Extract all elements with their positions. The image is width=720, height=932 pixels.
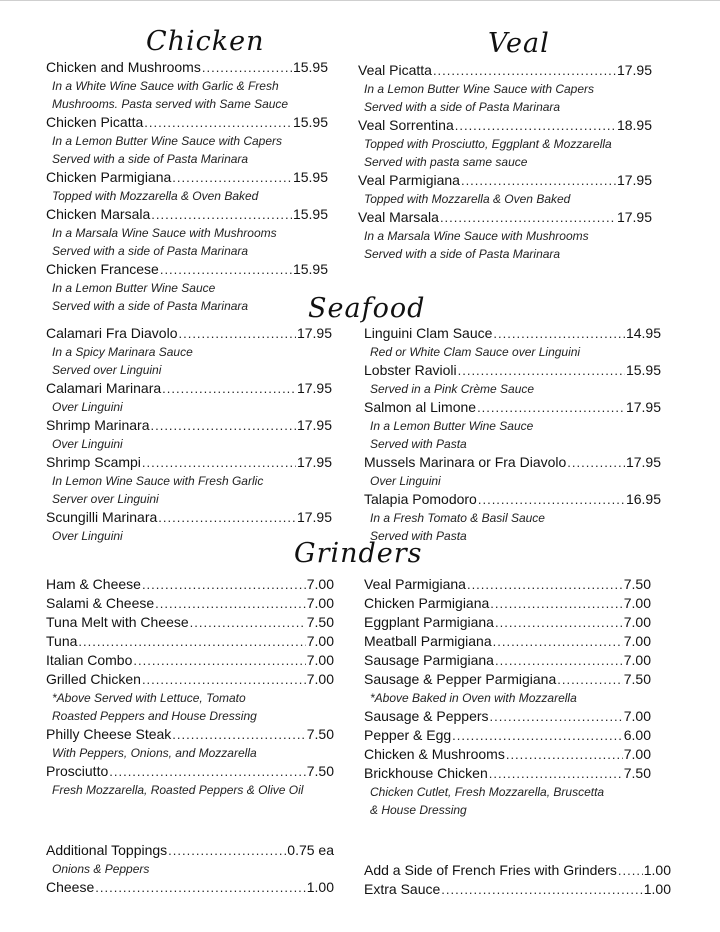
item-name: Prosciutto [46, 763, 109, 779]
menu-item [46, 113, 328, 168]
menu-item [358, 116, 652, 171]
item-price: 7.00 [623, 595, 651, 611]
item-price: 17.95 [616, 209, 652, 225]
dot-leader [452, 726, 623, 745]
menu-item-line [46, 113, 328, 132]
menu-item-line [364, 575, 651, 594]
item-price: 7.50 [306, 726, 334, 742]
item-price: 1.00 [643, 881, 671, 897]
item-description: Red or White Clam Sauce over Linguini [370, 345, 581, 359]
menu-item-line [46, 725, 334, 744]
item-description: Served with Pasta [370, 437, 467, 451]
item-price: 15.95 [292, 261, 328, 277]
item-price: 7.50 [306, 614, 334, 630]
menu-item [46, 878, 334, 897]
menu-item-line [46, 878, 334, 897]
menu-item-line [46, 594, 334, 613]
item-description: In a Marsala Wine Sauce with Mushrooms [52, 226, 277, 240]
dot-leader [493, 324, 625, 343]
item-name: Sausage & Peppers [364, 708, 489, 724]
dot-leader [178, 324, 295, 343]
item-description: In a Lemon Butter Wine Sauce [370, 419, 534, 433]
dot-leader [172, 168, 292, 187]
grinders-heading: Grinders [294, 538, 423, 569]
menu-item [364, 490, 661, 545]
item-price: 17.95 [296, 454, 332, 470]
item-price: 17.95 [296, 417, 332, 433]
menu-item-line [364, 651, 651, 670]
dot-leader [467, 575, 623, 594]
dot-leader [95, 878, 305, 897]
item-price: 7.00 [623, 652, 651, 668]
dot-leader [461, 171, 616, 190]
dot-leader [109, 762, 306, 781]
item-price: 17.95 [296, 380, 332, 396]
item-description: Topped with Mozzarella & Oven Baked [364, 192, 571, 206]
item-name: Tuna Melt with Cheese [46, 614, 189, 630]
item-price: 17.95 [625, 399, 661, 415]
menu-item [46, 762, 334, 799]
menu-item [358, 171, 652, 208]
menu-item [364, 575, 651, 594]
item-price: 17.95 [296, 325, 332, 341]
dot-leader [144, 113, 292, 132]
dot-leader [458, 361, 625, 380]
menu-item [364, 670, 651, 707]
item-name: Eggplant Parmigiana [364, 614, 494, 630]
menu-item [364, 324, 661, 361]
item-price: 7.00 [623, 614, 651, 630]
item-description: Roasted Peppers and House Dressing [52, 709, 257, 723]
item-description: Chicken Cutlet, Fresh Mozzarella, Bruscetta [370, 785, 605, 799]
menu-item [46, 205, 328, 260]
item-description: Over Linguini [52, 437, 123, 451]
item-name: Grilled Chicken [46, 671, 141, 687]
item-price: 18.95 [616, 117, 652, 133]
seafood-left-list [46, 324, 332, 545]
menu-item [364, 453, 661, 490]
menu-item-line [364, 613, 651, 632]
item-description: *Above Served with Lettuce, Tomato [52, 691, 246, 705]
menu-item [46, 260, 328, 315]
item-name: Scungilli Marinara [46, 509, 158, 525]
menu-item-line [358, 61, 652, 80]
item-price: 7.00 [306, 633, 334, 649]
item-description: Over Linguini [370, 474, 441, 488]
grinders-left-list [46, 575, 334, 799]
dot-leader [172, 725, 305, 744]
item-name: Veal Parmigiana [364, 576, 466, 592]
item-price: 7.00 [306, 671, 334, 687]
dot-leader [168, 841, 286, 860]
item-name: Chicken Francese [46, 261, 159, 277]
menu-item-line [46, 632, 334, 651]
dot-leader [142, 575, 306, 594]
item-description: In a Marsala Wine Sauce with Mushrooms [364, 229, 589, 243]
extras-left-list [46, 841, 334, 897]
item-description: Onions & Peppers [52, 862, 150, 876]
menu-item [364, 745, 651, 764]
item-price: 15.95 [292, 169, 328, 185]
item-description: With Peppers, Onions, and Mozzarella [52, 746, 257, 760]
item-description: Served with pasta same sauce [364, 155, 528, 169]
item-description: Served with a side of Pasta Marinara [52, 244, 249, 258]
menu-item [364, 880, 671, 899]
menu-item [46, 168, 328, 205]
item-name: Chicken Parmigiana [364, 595, 490, 611]
menu-item-line [46, 58, 328, 77]
menu-item [364, 861, 671, 880]
item-price: 6.00 [623, 727, 651, 743]
item-price: 15.95 [625, 362, 661, 378]
menu-item [46, 651, 334, 670]
item-name: Veal Sorrentina [358, 117, 454, 133]
menu-item [364, 726, 651, 745]
dot-leader [133, 651, 305, 670]
menu-item [46, 613, 334, 632]
item-description: Served in a Pink Crème Sauce [370, 382, 535, 396]
dot-leader [160, 260, 292, 279]
item-price: 17.95 [616, 62, 652, 78]
chicken-list [46, 58, 328, 315]
dot-leader [441, 880, 642, 899]
menu-item [46, 841, 334, 878]
item-name: Chicken Parmigiana [46, 169, 172, 185]
item-name: Shrimp Marinara [46, 417, 150, 433]
menu-item-line [358, 171, 652, 190]
item-description: Topped with Mozzarella & Oven Baked [52, 189, 259, 203]
menu-item-line [364, 670, 651, 689]
menu-item [46, 670, 334, 725]
item-name: Mussels Marinara or Fra Diavolo [364, 454, 567, 470]
menu-item-line [364, 361, 661, 380]
menu-item-line [364, 398, 661, 417]
item-price: 7.00 [623, 746, 651, 762]
menu-item-line [364, 594, 651, 613]
menu-item-line [364, 726, 651, 745]
menu-item-line [46, 324, 332, 343]
item-price: 7.50 [306, 763, 334, 779]
item-price: 15.95 [292, 59, 328, 75]
menu-item-line [46, 168, 328, 187]
menu-item-line [46, 508, 332, 527]
menu-item-line [46, 841, 334, 860]
menu-item [46, 632, 334, 651]
item-description: Over Linguini [52, 529, 123, 543]
menu-item [46, 58, 328, 113]
item-name: Shrimp Scampi [46, 454, 141, 470]
menu-item [364, 594, 651, 613]
dot-leader [567, 453, 625, 472]
dot-leader [477, 398, 625, 417]
item-price: 1.00 [306, 879, 334, 895]
item-price: 7.00 [306, 576, 334, 592]
dot-leader [433, 61, 616, 80]
item-description: Fresh Mozzarella, Roasted Peppers & Olive Oil [52, 783, 304, 797]
item-price: 17.95 [296, 509, 332, 525]
menu-item-line [364, 745, 651, 764]
menu-item [364, 632, 651, 651]
item-description: Over Linguini [52, 400, 123, 414]
item-price: 0.75 ea [287, 842, 334, 858]
item-price: 16.95 [625, 491, 661, 507]
item-price: 17.95 [616, 172, 652, 188]
menu-item [46, 725, 334, 762]
menu-item [364, 398, 661, 453]
dot-leader [493, 632, 623, 651]
item-name: Italian Combo [46, 652, 133, 668]
item-description: Served over Linguini [52, 363, 162, 377]
item-description: In a Lemon Butter Wine Sauce with Capers [364, 82, 595, 96]
menu-item [364, 707, 651, 726]
item-price: 14.95 [625, 325, 661, 341]
item-name: Cheese [46, 879, 95, 895]
veal-list [358, 61, 652, 263]
dot-leader [557, 670, 623, 689]
item-name: Chicken Picatta [46, 114, 144, 130]
dot-leader [190, 613, 306, 632]
seafood-heading: Seafood [308, 293, 426, 324]
dot-leader [495, 613, 623, 632]
menu-item-line [358, 208, 652, 227]
menu-item [358, 208, 652, 263]
menu-item [46, 324, 332, 379]
item-name: Calamari Marinara [46, 380, 162, 396]
menu-item-line [364, 490, 661, 509]
item-description: In Lemon Wine Sauce with Fresh Garlic [52, 474, 264, 488]
top-border [0, 0, 720, 1]
item-description: Mushrooms. Pasta served with Same Sauce [52, 97, 289, 111]
dot-leader [506, 745, 623, 764]
item-description: Served with a side of Pasta Marinara [364, 100, 561, 114]
item-description: Topped with Prosciutto, Eggplant & Mozzarella [364, 137, 612, 151]
item-price: 7.00 [623, 633, 651, 649]
item-name: Linguini Clam Sauce [364, 325, 493, 341]
item-price: 7.50 [623, 671, 651, 687]
item-price: 15.95 [292, 114, 328, 130]
item-description: In a White Wine Sauce with Garlic & Fresh [52, 79, 279, 93]
menu-item [46, 416, 332, 453]
item-price: 7.50 [623, 576, 651, 592]
dot-leader [490, 707, 623, 726]
dot-leader [440, 208, 616, 227]
item-description: Served with a side of Pasta Marinara [52, 299, 249, 313]
menu-item [46, 508, 332, 545]
menu-item [46, 453, 332, 508]
item-name: Philly Cheese Steak [46, 726, 172, 742]
menu-item-line [358, 116, 652, 135]
item-name: Pepper & Egg [364, 727, 452, 743]
item-price: 7.00 [623, 708, 651, 724]
item-name: Lobster Ravioli [364, 362, 457, 378]
menu-item-line [46, 575, 334, 594]
item-price: 7.50 [623, 765, 651, 781]
item-name: Chicken and Mushrooms [46, 59, 201, 75]
menu-item-line [46, 205, 328, 224]
item-price: 7.00 [306, 595, 334, 611]
menu-item [364, 613, 651, 632]
item-name: Veal Picatta [358, 62, 432, 78]
item-description: & House Dressing [370, 803, 467, 817]
menu-item [364, 361, 661, 398]
menu-item-line [46, 379, 332, 398]
menu-item-line [364, 453, 661, 472]
dot-leader [478, 490, 625, 509]
veal-heading: Veal [488, 28, 550, 59]
item-name: Salmon al Limone [364, 399, 477, 415]
menu-item-line [46, 416, 332, 435]
item-description: In a Fresh Tomato & Basil Sauce [370, 511, 545, 525]
menu-item-line [364, 880, 671, 899]
menu-item [364, 651, 651, 670]
item-description: In a Lemon Butter Wine Sauce [52, 281, 216, 295]
item-name: Calamari Fra Diavolo [46, 325, 178, 341]
dot-leader [202, 58, 292, 77]
menu-item-line [46, 651, 334, 670]
menu-item-line [46, 260, 328, 279]
menu-item-line [46, 762, 334, 781]
item-price: 7.00 [306, 652, 334, 668]
item-name: Ham & Cheese [46, 576, 141, 592]
dot-leader [142, 670, 306, 689]
menu-item-line [364, 764, 651, 783]
menu-item-line [364, 861, 671, 880]
item-description: In a Spicy Marinara Sauce [52, 345, 193, 359]
item-description: Served with a side of Pasta Marinara [52, 152, 249, 166]
item-name: Chicken & Mushrooms [364, 746, 505, 762]
grinders-right-list [364, 575, 651, 819]
item-name: Additional Toppings [46, 842, 168, 858]
menu-item-line [46, 453, 332, 472]
item-name: Brickhouse Chicken [364, 765, 488, 781]
dot-leader [150, 416, 295, 435]
item-price: 1.00 [643, 862, 671, 878]
item-name: Sausage & Pepper Parmigiana [364, 671, 557, 687]
item-name: Meatball Parmigiana [364, 633, 492, 649]
menu-item-line [46, 613, 334, 632]
menu-item-line [364, 707, 651, 726]
item-name: Salami & Cheese [46, 595, 155, 611]
item-name: Veal Marsala [358, 209, 439, 225]
dot-leader [151, 205, 292, 224]
item-price: 15.95 [292, 206, 328, 222]
dot-leader [155, 594, 306, 613]
item-name: Chicken Marsala [46, 206, 151, 222]
extras-right-list [364, 861, 671, 899]
item-name: Veal Parmigiana [358, 172, 460, 188]
dot-leader [490, 594, 622, 613]
dot-leader [78, 632, 305, 651]
menu-item-line [364, 632, 651, 651]
menu-item [46, 379, 332, 416]
dot-leader [158, 508, 296, 527]
item-name: Tuna [46, 633, 78, 649]
menu-item [46, 594, 334, 613]
dot-leader [618, 861, 643, 880]
menu-item [46, 575, 334, 594]
dot-leader [489, 764, 623, 783]
item-name: Add a Side of French Fries with Grinders [364, 862, 617, 878]
item-name: Talapia Pomodoro [364, 491, 477, 507]
item-description: In a Lemon Butter Wine Sauce with Capers [52, 134, 283, 148]
dot-leader [455, 116, 616, 135]
menu-item-line [46, 670, 334, 689]
chicken-heading: Chicken [146, 26, 265, 57]
seafood-right-list [364, 324, 661, 545]
menu-item [358, 61, 652, 116]
item-description: Served with a side of Pasta Marinara [364, 247, 561, 261]
item-description: Served with Pasta [370, 529, 467, 543]
item-price: 17.95 [625, 454, 661, 470]
dot-leader [162, 379, 296, 398]
menu-item [364, 764, 651, 819]
item-name: Sausage Parmigiana [364, 652, 494, 668]
dot-leader [495, 651, 623, 670]
item-description: *Above Baked in Oven with Mozzarella [370, 691, 577, 705]
item-name: Extra Sauce [364, 881, 441, 897]
item-description: Server over Linguini [52, 492, 159, 506]
dot-leader [142, 453, 296, 472]
menu-item-line [364, 324, 661, 343]
